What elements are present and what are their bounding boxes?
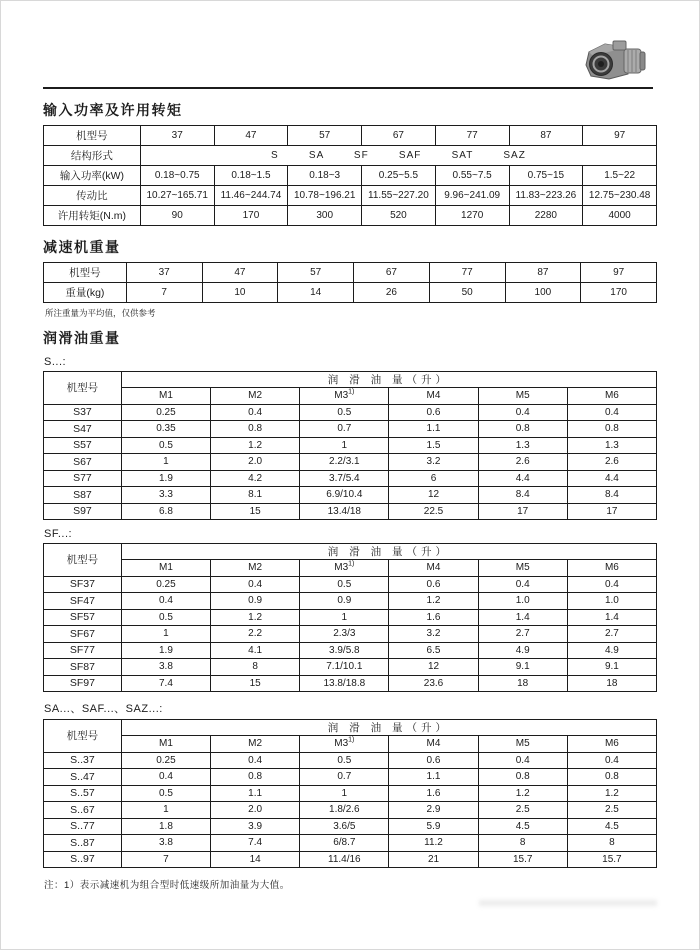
value-cell: 4000 [583,206,657,226]
oil-value-cell: 8.1 [211,487,300,504]
model-cell: 87 [505,263,581,283]
value-cell: 11.55~227.20 [362,186,436,206]
gear-motor-photo [583,37,647,83]
oil-value-cell: 6 [389,470,478,487]
oil-value-cell: 4.9 [478,642,567,659]
footnote: 注：1）表示减速机为组合型时低速级所加油量为大值。 [44,880,290,891]
oil-value-cell: 2.7 [478,626,567,643]
oil-value-cell: 2.0 [211,802,300,819]
oil-value-cell: 8 [567,835,656,852]
footnote-marker: 1) [348,388,355,396]
oil-value-cell: 4.1 [211,642,300,659]
oil-value-cell: 0.4 [478,576,567,593]
oil-value-cell: 17 [478,503,567,520]
oil-value-cell: 2.6 [567,454,656,471]
header-divider [43,87,653,89]
oil-value-cell: 0.4 [567,752,656,769]
model-header-cell: 机型号 [44,372,122,405]
mount-position-header-cell: M6 [567,388,656,405]
mount-position-header-cell: M1 [121,560,210,577]
model-header-cell: 机型号 [44,544,122,577]
oil-value-cell: 7.4 [211,835,300,852]
oil-value-cell: 23.6 [389,675,478,692]
oil-value-cell: 3.9 [211,818,300,835]
oil-value-cell: 1.0 [567,593,656,610]
mount-position-header-cell: M2 [211,736,300,753]
weight-table-body [44,263,657,303]
table-row [44,544,657,560]
oil-value-cell: 0.5 [121,609,210,626]
oil-value-cell: 2.6 [478,454,567,471]
oil-value-cell: 1 [300,609,389,626]
table-row [44,593,657,610]
oil-value-cell: 1.8/2.6 [300,802,389,819]
weight-cell: 7 [126,283,202,303]
oil-table [43,719,657,868]
weight-cell: 170 [581,283,657,303]
oil-value-cell: 0.4 [211,576,300,593]
oil-quantity-header-cell: 润 滑 油 量（升） [121,544,656,560]
table-row [44,206,657,226]
table-row [44,626,657,643]
oil-tables-container [43,356,657,868]
value-cell: 300 [288,206,362,226]
oil-value-cell: 15.7 [478,851,567,868]
model-cell: S..47 [44,769,122,786]
oil-value-cell: 1.1 [389,421,478,438]
table-row [44,186,657,206]
oil-value-cell: 1.0 [478,593,567,610]
model-header-cell: 机型号 [44,720,122,753]
footnote-marker: 1) [348,736,355,744]
oil-value-cell: 0.4 [121,769,210,786]
row-label-cell: 重量(kg) [44,283,127,303]
oil-value-cell: 2.5 [478,802,567,819]
value-cell: 1.5~22 [583,166,657,186]
oil-value-cell: 3.3 [121,487,210,504]
oil-value-cell: 0.4 [567,404,656,421]
oil-value-cell: 0.8 [567,421,656,438]
model-header-cell: 机型号 [44,263,127,283]
mount-position-header-cell: M1 [121,388,210,405]
value-cell: 10.27~165.71 [140,186,214,206]
table-row [44,576,657,593]
table-row [44,421,657,438]
oil-value-cell: 1 [121,454,210,471]
oil-value-cell: 1.8 [121,818,210,835]
row-label-cell: 输入功率(kW) [44,166,141,186]
oil-value-cell: 2.7 [567,626,656,643]
oil-table-body [44,720,657,868]
value-cell: 0.75~15 [509,166,583,186]
oil-value-cell: 1.2 [211,437,300,454]
oil-value-cell: 0.6 [389,752,478,769]
table-row [44,263,657,283]
table-row [44,752,657,769]
scan-artifact [479,900,657,906]
oil-value-cell: 7.4 [121,675,210,692]
value-cell: 11.83~223.26 [509,186,583,206]
oil-value-cell: 4.5 [478,818,567,835]
mount-position-header-cell: M4 [389,560,478,577]
value-cell: 0.25~5.5 [362,166,436,186]
table-row [44,659,657,676]
oil-value-cell: 15.7 [567,851,656,868]
oil-value-cell: 14 [211,851,300,868]
mount-position-header-cell: M5 [478,560,567,577]
oil-value-cell: 3.2 [389,454,478,471]
table-row [44,609,657,626]
oil-value-cell: 12 [389,487,478,504]
model-cell: SF77 [44,642,122,659]
table-row [44,818,657,835]
oil-value-cell: 17 [567,503,656,520]
oil-value-cell: 3.7/5.4 [300,470,389,487]
model-cell: 47 [214,126,288,146]
table-row [44,372,657,388]
power-torque-table-body [44,126,657,226]
mount-position-header-cell: M3$^{1)}$ [300,736,389,753]
model-cell: 97 [583,126,657,146]
oil-value-cell: 1 [121,626,210,643]
oil-value-cell: 0.4 [211,752,300,769]
oil-value-cell: 3.8 [121,659,210,676]
oil-value-cell: 0.9 [211,593,300,610]
oil-table-caption: SA...、SAF...、SAZ...: [44,703,163,715]
oil-value-cell: 0.8 [567,769,656,786]
oil-value-cell: 0.4 [478,752,567,769]
oil-value-cell: 8 [211,659,300,676]
model-cell: SF87 [44,659,122,676]
model-cell: 57 [288,126,362,146]
oil-value-cell: 2.3/3 [300,626,389,643]
oil-value-cell: 15 [211,675,300,692]
oil-value-cell: 8 [478,835,567,852]
model-cell: 47 [202,263,278,283]
oil-value-cell: 4.5 [567,818,656,835]
oil-table [43,543,657,692]
oil-value-cell: 7 [121,851,210,868]
oil-table [43,371,657,520]
oil-value-cell: 0.5 [300,752,389,769]
oil-table-caption: SF...: [44,528,73,540]
oil-table-body [44,544,657,692]
oil-value-cell: 13.8/18.8 [300,675,389,692]
table-row [44,769,657,786]
oil-value-cell: 1.2 [478,785,567,802]
oil-value-cell: 0.4 [478,404,567,421]
oil-value-cell: 18 [567,675,656,692]
table-row [44,283,657,303]
oil-value-cell: 22.5 [389,503,478,520]
page-header [43,1,657,87]
row-label-cell: 许用转矩(N.m) [44,206,141,226]
oil-value-cell: 0.5 [121,437,210,454]
oil-value-cell: 6/8.7 [300,835,389,852]
value-cell: 90 [140,206,214,226]
oil-value-cell: 0.25 [121,576,210,593]
model-cell: S77 [44,470,122,487]
model-cell: 67 [362,126,436,146]
oil-value-cell: 0.5 [121,785,210,802]
section-title-weight: 减速机重量 [43,239,121,255]
model-cell: 67 [354,263,430,283]
table-row [44,146,657,166]
value-cell: 9.96~241.09 [435,186,509,206]
row-label-cell: 结构形式 [44,146,141,166]
model-cell: SF67 [44,626,122,643]
mount-position-header-cell: M3$^{1)}$ [300,560,389,577]
oil-value-cell: 4.9 [567,642,656,659]
oil-table-caption: S...: [44,356,67,368]
oil-value-cell: 21 [389,851,478,868]
oil-value-cell: 0.6 [389,404,478,421]
oil-value-cell: 0.4 [567,576,656,593]
table-row [44,126,657,146]
oil-value-cell: 6.5 [389,642,478,659]
oil-value-cell: 3.6/5 [300,818,389,835]
table-row [44,388,657,405]
mount-position-header-cell: M3$^{1)}$ [300,388,389,405]
oil-value-cell: 0.8 [211,421,300,438]
table-row [44,166,657,186]
oil-value-cell: 1.2 [211,609,300,626]
oil-value-cell: 1.6 [389,609,478,626]
oil-value-cell: 1.4 [478,609,567,626]
model-cell: 77 [429,263,505,283]
oil-value-cell: 1 [300,785,389,802]
oil-table-body [44,372,657,520]
oil-value-cell: 7.1/10.1 [300,659,389,676]
model-cell: S..77 [44,818,122,835]
weight-table [43,262,657,303]
power-torque-table [43,125,657,226]
mount-position-header-cell: M5 [478,736,567,753]
model-cell: S..67 [44,802,122,819]
oil-value-cell: 1.4 [567,609,656,626]
oil-value-cell: 0.4 [211,404,300,421]
oil-value-cell: 0.25 [121,404,210,421]
mount-position-header-cell: M4 [389,736,478,753]
oil-value-cell: 4.4 [478,470,567,487]
row-label-cell: 传动比 [44,186,141,206]
table-row [44,503,657,520]
oil-value-cell: 4.4 [567,470,656,487]
table-row [44,404,657,421]
oil-value-cell: 11.4/16 [300,851,389,868]
model-cell: 87 [509,126,583,146]
oil-value-cell: 0.6 [389,576,478,593]
weight-cell: 10 [202,283,278,303]
oil-value-cell: 1.3 [567,437,656,454]
model-cell: 37 [140,126,214,146]
oil-value-cell: 0.7 [300,421,389,438]
model-cell: S37 [44,404,122,421]
oil-value-cell: 1.9 [121,470,210,487]
table-row [44,835,657,852]
oil-value-cell: 0.9 [300,593,389,610]
value-cell: 520 [362,206,436,226]
mount-position-header-cell: M6 [567,560,656,577]
oil-value-cell: 1.1 [389,769,478,786]
table-row [44,560,657,577]
model-cell: S67 [44,454,122,471]
value-cell: 0.18~3 [288,166,362,186]
oil-value-cell: 0.5 [300,404,389,421]
weight-cell: 14 [278,283,354,303]
table-row [44,736,657,753]
oil-value-cell: 2.0 [211,454,300,471]
weight-cell: 50 [429,283,505,303]
table-row [44,470,657,487]
model-cell: SF37 [44,576,122,593]
value-cell: 0.18~0.75 [140,166,214,186]
oil-quantity-header-cell: 润 滑 油 量（升） [121,720,656,736]
oil-value-cell: 5.9 [389,818,478,835]
table-row [44,802,657,819]
mount-position-header-cell: M5 [478,388,567,405]
model-cell: SF57 [44,609,122,626]
oil-value-cell: 0.8 [478,421,567,438]
oil-value-cell: 1.3 [478,437,567,454]
section-title-oil: 润滑油重量 [43,330,121,346]
oil-value-cell: 3.2 [389,626,478,643]
oil-value-cell: 2.2 [211,626,300,643]
oil-value-cell: 3.9/5.8 [300,642,389,659]
oil-quantity-header-cell: 润 滑 油 量（升） [121,372,656,388]
mount-position-header-cell: M2 [211,560,300,577]
section-title-power: 输入功率及许用转矩 [43,102,183,118]
model-cell: S..87 [44,835,122,852]
oil-value-cell: 1.1 [211,785,300,802]
oil-value-cell: 1.2 [389,593,478,610]
oil-value-cell: 1 [121,802,210,819]
model-cell: S..97 [44,851,122,868]
weight-note: 所注重量为平均值，仅供参考 [45,308,156,318]
oil-value-cell: 2.5 [567,802,656,819]
mount-position-header-cell: M6 [567,736,656,753]
mount-position-header-cell: M1 [121,736,210,753]
oil-value-cell: 1.2 [567,785,656,802]
oil-value-cell: 11.2 [389,835,478,852]
oil-value-cell: 2.9 [389,802,478,819]
oil-value-cell: 1.9 [121,642,210,659]
model-cell: 97 [581,263,657,283]
oil-value-cell: 6.9/10.4 [300,487,389,504]
model-cell: 37 [126,263,202,283]
value-cell: 10.78~196.21 [288,186,362,206]
mount-position-header-cell: M2 [211,388,300,405]
model-cell: 57 [278,263,354,283]
oil-value-cell: 12 [389,659,478,676]
table-row [44,642,657,659]
value-cell: 2280 [509,206,583,226]
oil-value-cell: 4.2 [211,470,300,487]
table-row [44,851,657,868]
oil-value-cell: 0.4 [121,593,210,610]
model-cell: 77 [435,126,509,146]
value-cell: 12.75~230.48 [583,186,657,206]
oil-value-cell: 9.1 [478,659,567,676]
oil-value-cell: 8.4 [567,487,656,504]
oil-value-cell: 0.8 [478,769,567,786]
table-row [44,487,657,504]
oil-value-cell: 13.4/18 [300,503,389,520]
table-row [44,785,657,802]
table-row [44,720,657,736]
model-cell: S..37 [44,752,122,769]
value-cell: 0.55~7.5 [435,166,509,186]
oil-value-cell: 0.35 [121,421,210,438]
oil-value-cell: 1.5 [389,437,478,454]
oil-value-cell: 1 [300,437,389,454]
oil-value-cell: 1.6 [389,785,478,802]
model-cell: SF97 [44,675,122,692]
model-header-cell: 机型号 [44,126,141,146]
table-row [44,437,657,454]
oil-value-cell: 18 [478,675,567,692]
weight-cell: 100 [505,283,581,303]
value-cell: 11.46~244.74 [214,186,288,206]
oil-value-cell: 0.25 [121,752,210,769]
model-cell: S47 [44,421,122,438]
footnote-marker: 1) [348,560,355,568]
structure-forms-cell: S SA SF SAF SAT SAZ [140,146,656,166]
oil-value-cell: 0.7 [300,769,389,786]
model-cell: S87 [44,487,122,504]
oil-value-cell: 8.4 [478,487,567,504]
model-cell: S..57 [44,785,122,802]
model-cell: S57 [44,437,122,454]
oil-value-cell: 9.1 [567,659,656,676]
model-cell: S97 [44,503,122,520]
table-row [44,454,657,471]
model-cell: SF47 [44,593,122,610]
oil-value-cell: 3.8 [121,835,210,852]
value-cell: 170 [214,206,288,226]
table-row [44,675,657,692]
value-cell: 1270 [435,206,509,226]
oil-value-cell: 6.8 [121,503,210,520]
oil-value-cell: 2.2/3.1 [300,454,389,471]
weight-cell: 26 [354,283,430,303]
mount-position-header-cell: M4 [389,388,478,405]
oil-value-cell: 0.5 [300,576,389,593]
value-cell: 0.18~1.5 [214,166,288,186]
oil-value-cell: 15 [211,503,300,520]
oil-value-cell: 0.8 [211,769,300,786]
